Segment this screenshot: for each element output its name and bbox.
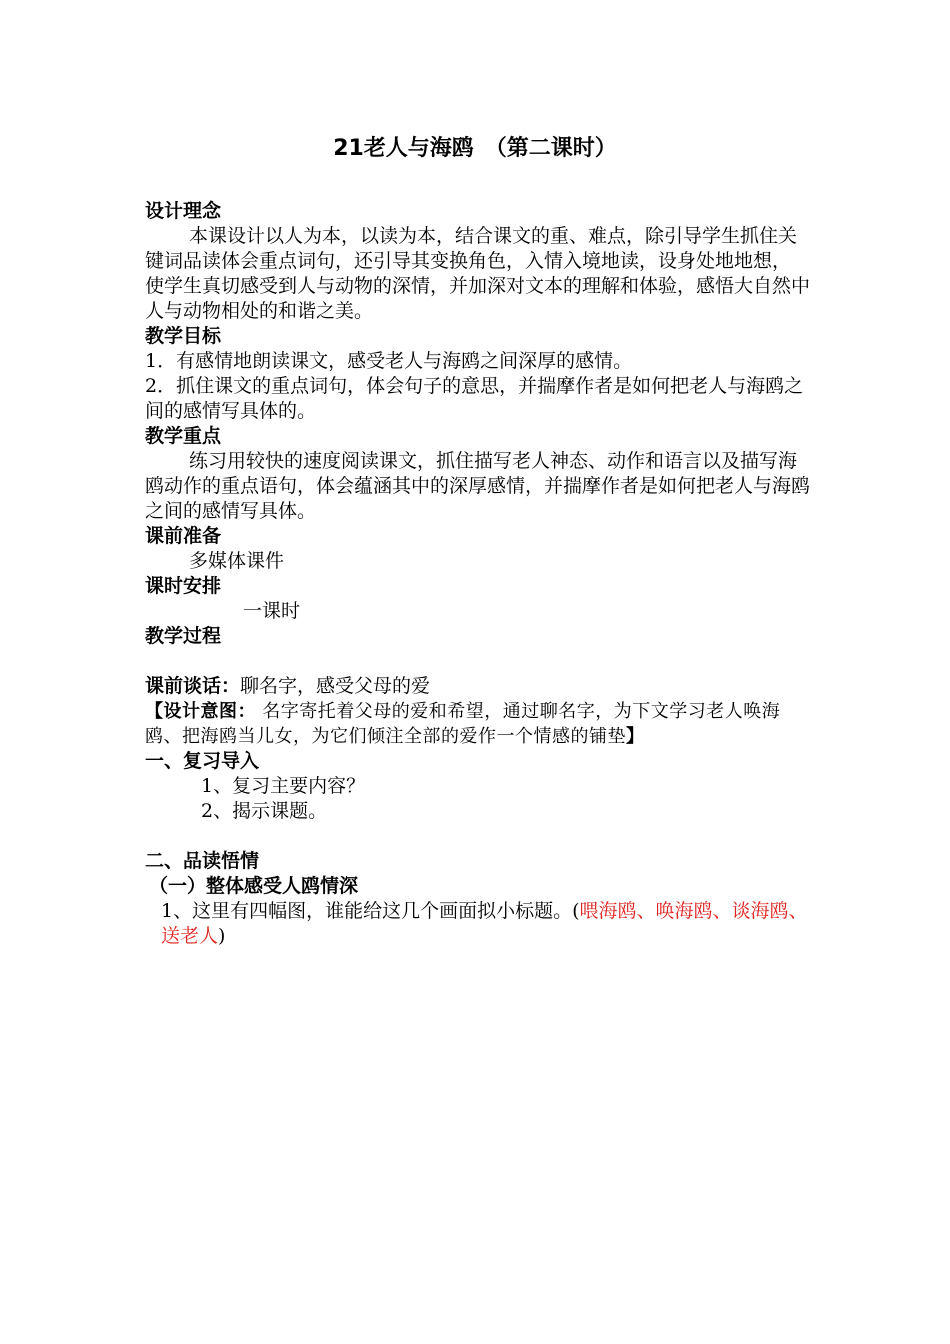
pre-class-chat (145, 674, 813, 699)
goal-item-2: 2．抓住课文的重点词句，体会句子的意思，并揣摩作者是如何把老人与海鸥之间的感情写具体的。 (145, 375, 804, 422)
heading-schedule: 课时安排 (145, 575, 222, 597)
heading-teaching-goals: 教学目标 (145, 325, 222, 347)
blank-line (145, 824, 813, 849)
pre-class-chat-text: 聊名字，感受父母的爱 (240, 675, 431, 697)
goal-item-1: 1．有感情地朗读课文，感受老人与海鸥之间深厚的感情。 (145, 350, 633, 372)
pre-class-chat-label: 课前谈话： (145, 675, 241, 697)
page-title: 21老人与海鸥 （第二课时） (333, 136, 617, 161)
heading-preparation: 课前准备 (145, 525, 222, 547)
heading-teaching-process: 教学过程 (145, 625, 222, 647)
part-1-item-2: 2、揭示课题。 (201, 800, 328, 822)
task-1-text: 1、这里有四幅图，谁能给这几个画面拟小标题。( (161, 900, 580, 922)
schedule-text: 一课时 (243, 600, 301, 622)
design-intent-note (145, 699, 813, 749)
heading-design-idea: 设计理念 (145, 200, 222, 222)
part-1-item-1: 1、复习主要内容？ (201, 775, 366, 797)
preparation-text: 多媒体课件 (189, 550, 285, 572)
design-intent-label: 设计意图： (163, 701, 256, 722)
design-idea-paragraph: 本课设计以人为本，以读为本，结合课文的重、难点，除引导学生抓住关键词品读体会重点词句，还引导其变换角色，入情入境地读，设身处地地想， 使学生真切感受到人与动物的深情，并加深对文本的理解和体验，感悟大自然中人与动物相处的和谐之美。 (145, 225, 811, 322)
task-1-paragraph (145, 899, 813, 949)
blank-line (145, 649, 813, 674)
heading-teaching-focus: 教学重点 (145, 425, 222, 447)
design-intent-close-bracket: 】 (626, 726, 645, 747)
design-intent-open-bracket: 【 (145, 701, 164, 722)
document-body (145, 199, 813, 949)
design-intent-text: 名字寄托着父母的爱和希望，通过聊名字，为下文学习老人唤海鸥、把海鸥当儿女，为它们倾注全部的爱作一个情感的铺垫 (145, 701, 781, 747)
task-1-answer: 喂海鸥、唤海鸥、谈海鸥、送老人 (161, 900, 808, 947)
heading-part-2: 二、品读悟情 (145, 850, 260, 872)
task-1-close: ) (218, 925, 226, 947)
heading-part-1: 一、复习导入 (145, 750, 260, 772)
heading-part-2-sub-1: （一）整体感受人鸥情深 (149, 875, 359, 897)
teaching-focus-paragraph: 练习用较快的速度阅读课文，抓住描写老人神态、动作和语言以及描写海鸥动作的重点语句，体会蕴涵其中的深厚感情，并揣摩作者是如何把老人与海鸥之间的感情写具体。 (145, 450, 811, 522)
